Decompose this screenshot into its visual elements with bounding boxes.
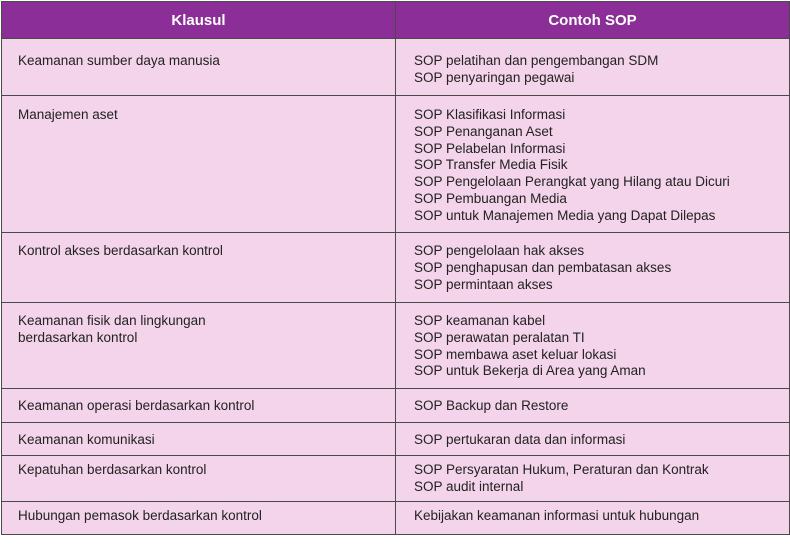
clause-cell bbox=[2, 233, 396, 303]
clause-text: Keamanan operasi berdasarkan kontrol bbox=[18, 398, 255, 413]
clause-text: Keamanan fisik dan lingkungan bbox=[18, 313, 206, 328]
clause-text: Keamanan komunikasi bbox=[18, 432, 155, 447]
sop-item: SOP Pengelolaan Perangkat yang Hilang atau Dicuri bbox=[414, 174, 730, 190]
sop-item: SOP untuk Manajemen Media yang Dapat Dilepas bbox=[414, 207, 716, 223]
sop-item: SOP penyaringan pegawai bbox=[414, 69, 575, 85]
clause-cell bbox=[2, 423, 396, 456]
header-clause: Klausul bbox=[2, 2, 396, 39]
header-sop: Contoh SOP bbox=[396, 2, 790, 39]
sop-item: SOP pengelolaan hak akses bbox=[414, 243, 585, 258]
table-row bbox=[2, 389, 790, 423]
table-row bbox=[2, 96, 790, 233]
clause-cell bbox=[2, 303, 396, 389]
table-body bbox=[2, 39, 790, 535]
sop-cell bbox=[396, 96, 790, 233]
sop-item: SOP untuk Bekerja di Area yang Aman bbox=[414, 363, 646, 379]
clause-sop-table bbox=[1, 1, 790, 535]
sop-item: SOP perawatan peralatan TI bbox=[414, 329, 585, 345]
sop-cell bbox=[396, 303, 790, 389]
sop-item: SOP Transfer Media Fisik bbox=[414, 157, 568, 173]
table-row bbox=[2, 303, 790, 389]
sop-item: SOP Klasifikasi Informasi bbox=[414, 107, 566, 122]
table-header bbox=[2, 2, 790, 39]
clause-cell bbox=[2, 389, 396, 423]
sop-item: Kebijakan keamanan informasi untuk hubungan bbox=[414, 508, 700, 523]
sop-item: SOP permintaan akses bbox=[414, 276, 553, 292]
sop-item: SOP Pembuangan Media bbox=[414, 190, 567, 206]
header-row bbox=[2, 2, 790, 39]
sop-cell bbox=[396, 233, 790, 303]
table-row bbox=[2, 502, 790, 535]
clause-text: Kontrol akses berdasarkan kontrol bbox=[18, 243, 223, 258]
table-row bbox=[2, 233, 790, 303]
sop-item: SOP Pelabelan Informasi bbox=[414, 140, 566, 156]
sop-item: SOP Penanganan Aset bbox=[414, 123, 553, 139]
sop-item: SOP Backup dan Restore bbox=[414, 398, 569, 413]
clause-cell bbox=[2, 456, 396, 502]
clause-text: Keamanan sumber daya manusia bbox=[18, 53, 220, 68]
sop-cell bbox=[396, 456, 790, 502]
clause-cell bbox=[2, 39, 396, 96]
clause-cell bbox=[2, 96, 396, 233]
sop-cell bbox=[396, 502, 790, 535]
sop-item: SOP keamanan kabel bbox=[414, 313, 546, 328]
table-row bbox=[2, 39, 790, 96]
sop-item: SOP pertukaran data dan informasi bbox=[414, 432, 626, 447]
sop-item: SOP pelatihan dan pengembangan SDM bbox=[414, 53, 659, 68]
sop-item: SOP Persyaratan Hukum, Peraturan dan Kontrak bbox=[414, 462, 709, 477]
sop-cell bbox=[396, 423, 790, 456]
clause-text: Kepatuhan berdasarkan kontrol bbox=[18, 462, 207, 477]
sop-item: SOP membawa aset keluar lokasi bbox=[414, 346, 617, 362]
clause-text: berdasarkan kontrol bbox=[18, 329, 138, 345]
clause-cell bbox=[2, 502, 396, 535]
table-row bbox=[2, 423, 790, 456]
clause-text: Hubungan pemasok berdasarkan kontrol bbox=[18, 508, 262, 523]
sop-item: SOP penghapusan dan pembatasan akses bbox=[414, 259, 672, 275]
sop-cell bbox=[396, 389, 790, 423]
table-row bbox=[2, 456, 790, 502]
sop-cell bbox=[396, 39, 790, 96]
sop-item: SOP audit internal bbox=[414, 478, 524, 494]
clause-text: Manajemen aset bbox=[18, 107, 118, 122]
